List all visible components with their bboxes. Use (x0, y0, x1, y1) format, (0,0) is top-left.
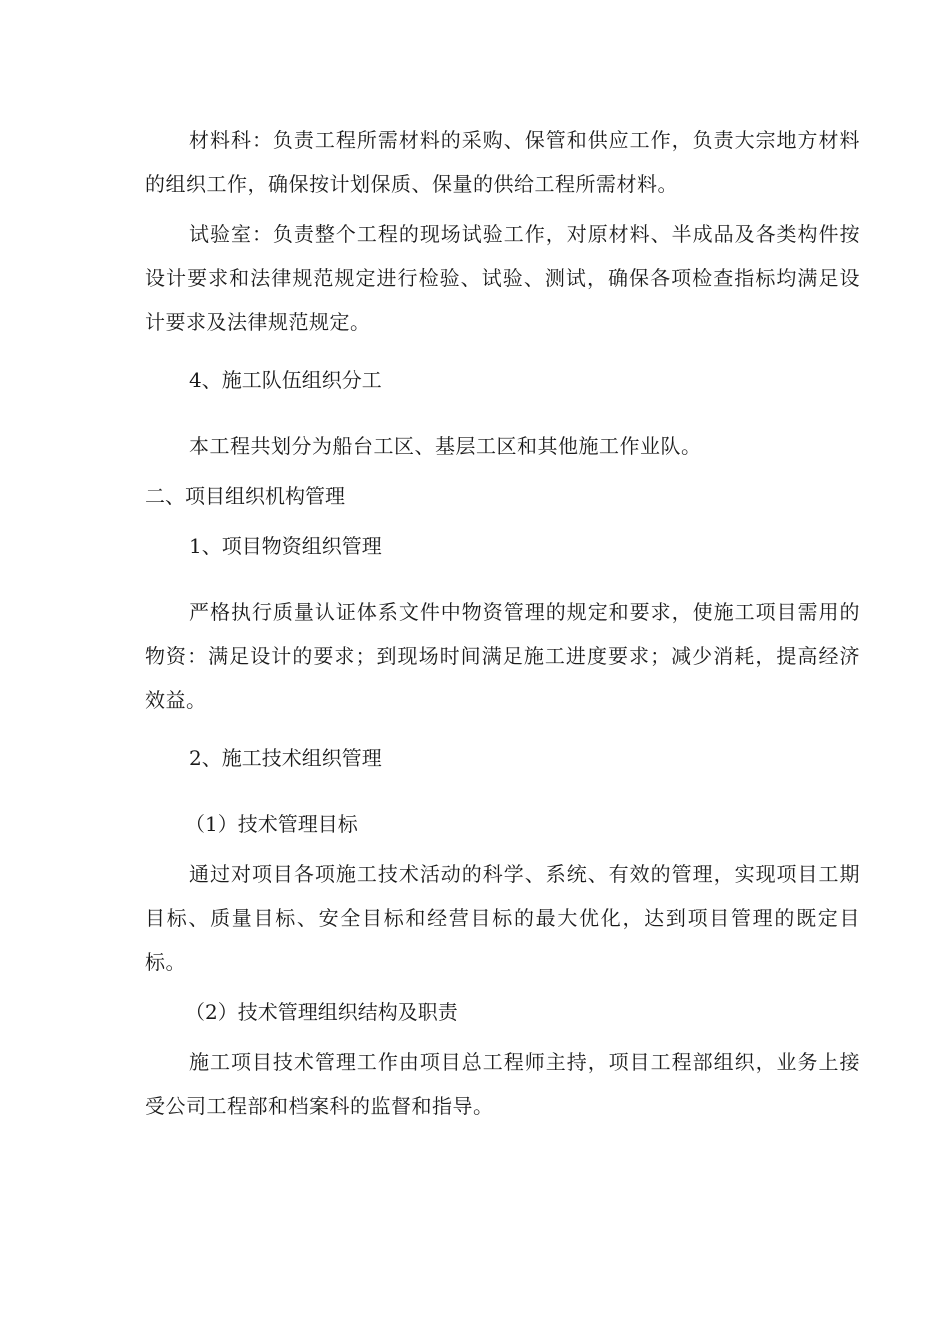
paragraph-technical-goals: 通过对项目各项施工技术活动的科学、系统、有效的管理，实现项目工期目标、质量目标、安全目标和经营目标的最大优化，达到项目管理的既定目标。 (145, 862, 860, 974)
paragraph-laboratory: 试验室：负责整个工程的现场试验工作，对原材料、半成品及各类构件按设计要求和法律规范规定进行检验、试验、测试，确保各项检查指标均满足设计要求及法律规范规定。 (145, 222, 860, 334)
heading-organization-management: 二、项目组织机构管理 (145, 484, 345, 508)
paragraph-technical-structure: 施工项目技术管理工作由项目总工程师主持，项目工程部组织，业务上接受公司工程部和档案科的监督和指导。 (145, 1050, 860, 1118)
heading-materials-management: 1、项目物资组织管理 (189, 534, 382, 558)
document-body (145, 118, 860, 1128)
heading-technical-management: 2、施工技术组织管理 (189, 746, 382, 770)
paragraph-materials-dept: 材料科：负责工程所需材料的采购、保管和供应工作，负责大宗地方材料的组织工作，确保按计划保质、保量的供给工程所需材料。 (145, 128, 860, 196)
paragraph-materials-management: 严格执行质量认证体系文件中物资管理的规定和要求，使施工项目需用的物资：满足设计的要求；到现场时间满足施工进度要求；减少消耗，提高经济效益。 (145, 600, 860, 712)
heading-team-division: 4、施工队伍组织分工 (189, 368, 382, 392)
heading-technical-goals: （1）技术管理目标 (185, 812, 358, 836)
heading-technical-structure: （2）技术管理组织结构及职责 (185, 1000, 458, 1024)
paragraph-work-zones: 本工程共划分为船台工区、基层工区和其他施工作业队。 (189, 434, 702, 458)
